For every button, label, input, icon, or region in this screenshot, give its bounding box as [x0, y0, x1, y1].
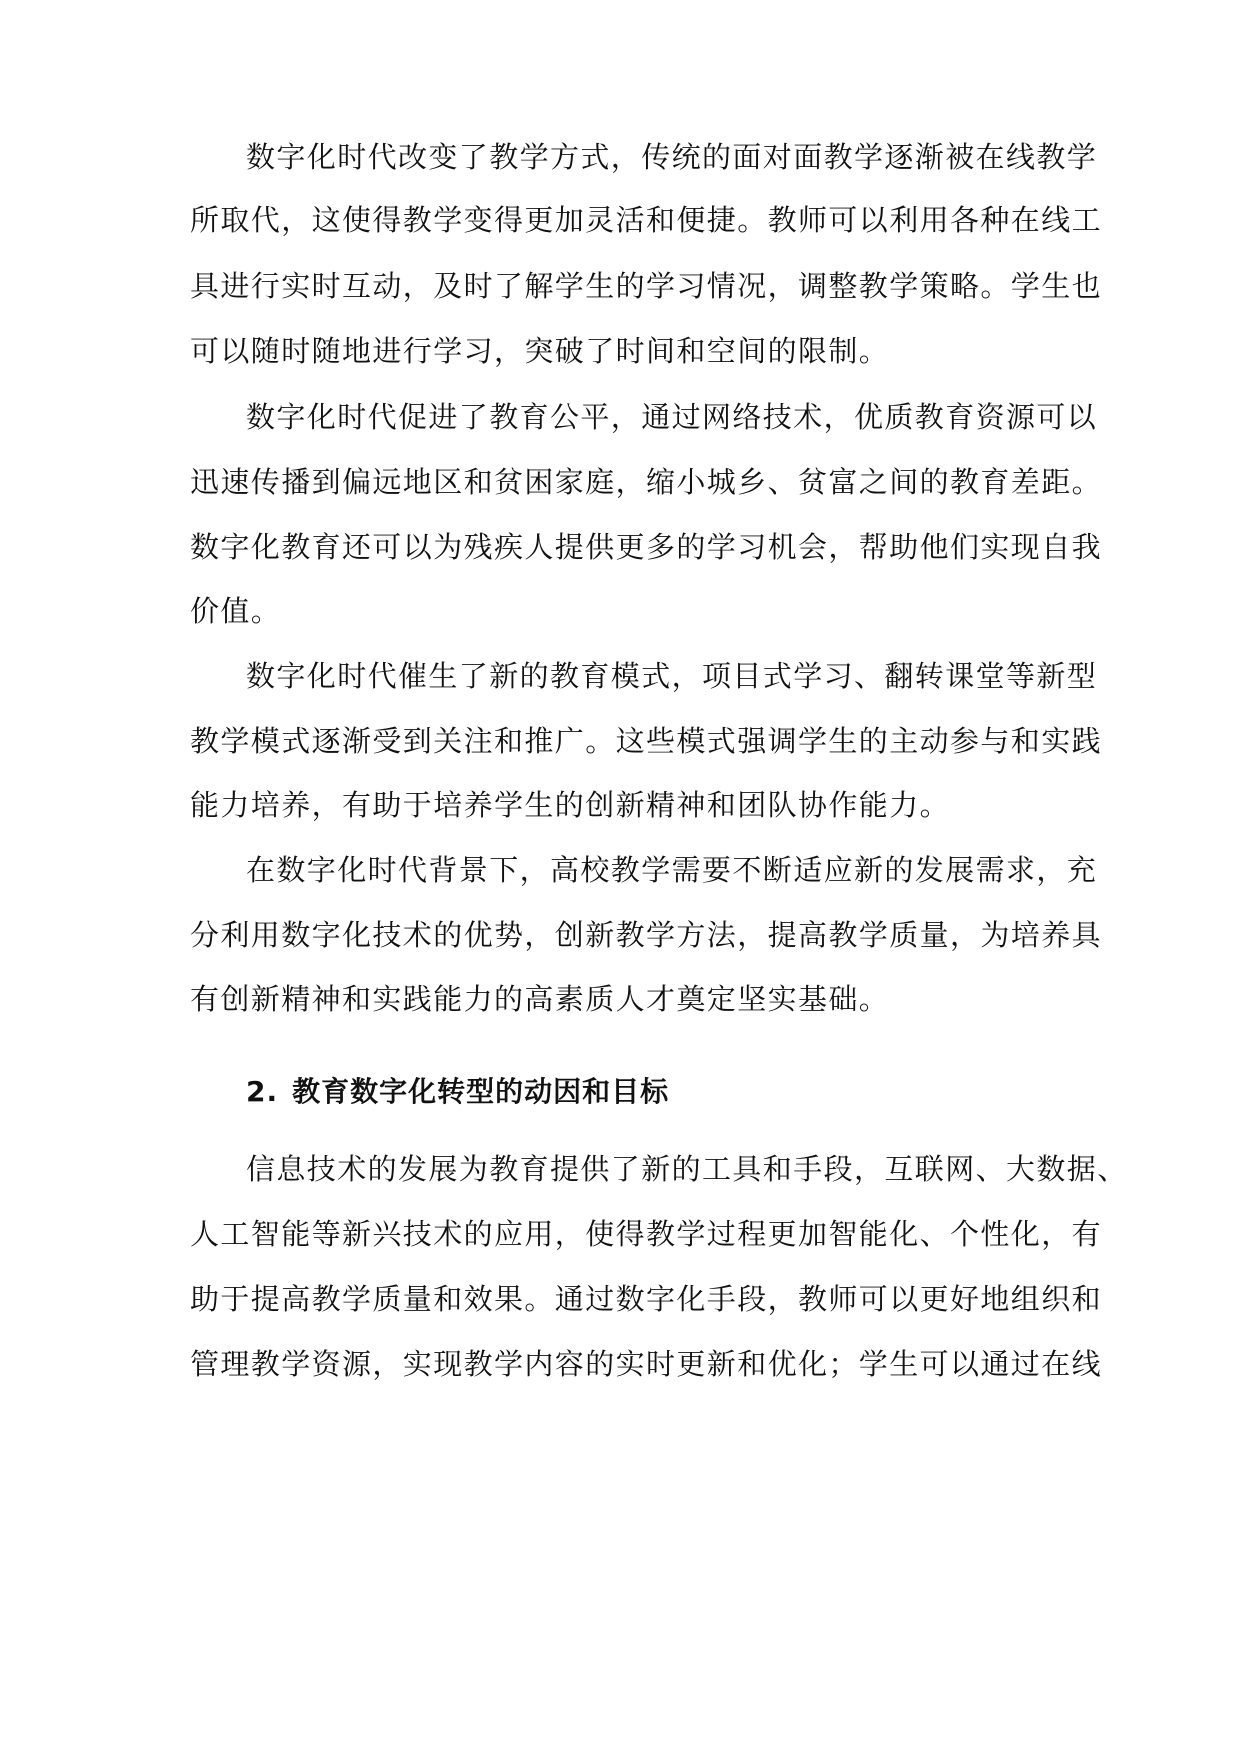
section-title: 教育数字化转型的动因和目标 [292, 1075, 670, 1108]
paragraph-2-line-3: 数字化教育还可以为残疾人提供更多的学习机会，帮助他们实现自我 [190, 530, 1103, 564]
paragraph-5-line-3: 助于提高教学质量和效果。通过数字化手段，教师可以更好地组织和 [190, 1282, 1103, 1316]
section-heading [246, 1072, 669, 1112]
paragraph-2-line-1: 数字化时代促进了教育公平，通过网络技术，优质教育资源可以 [246, 400, 1098, 434]
paragraph-2-line-2: 迅速传播到偏远地区和贫困家庭，缩小城乡、贫富之间的教育差距。 [190, 465, 1103, 499]
section-number: 2. [246, 1075, 279, 1108]
paragraph-1-line-4: 可以随时随地进行学习，突破了时间和空间的限制。 [190, 334, 890, 368]
paragraph-1-line-1: 数字化时代改变了教学方式，传统的面对面教学逐渐被在线教学 [246, 140, 1098, 174]
paragraph-1-line-2: 所取代，这使得教学变得更加灵活和便捷。教师可以利用各种在线工 [190, 203, 1103, 237]
paragraph-4-line-3: 有创新精神和实践能力的高素质人才奠定坚实基础。 [190, 982, 890, 1016]
paragraph-3-line-1: 数字化时代催生了新的教育模式，项目式学习、翻转课堂等新型 [246, 659, 1098, 693]
paragraph-4-line-2: 分利用数字化技术的优势，创新教学方法，提高教学质量，为培养具 [190, 918, 1103, 952]
paragraph-1-line-3: 具进行实时互动，及时了解学生的学习情况，调整教学策略。学生也 [190, 269, 1103, 303]
paragraph-2-line-4: 价值。 [190, 594, 282, 628]
paragraph-3-line-3: 能力培养，有助于培养学生的创新精神和团队协作能力。 [190, 788, 951, 822]
paragraph-5-line-4: 管理教学资源，实现教学内容的实时更新和优化；学生可以通过在线 [190, 1347, 1103, 1381]
paragraph-5-line-2: 人工智能等新兴技术的应用，使得教学过程更加智能化、个性化，有 [190, 1217, 1103, 1251]
paragraph-5-line-1: 信息技术的发展为教育提供了新的工具和手段，互联网、大数据、 [246, 1152, 1128, 1186]
paragraph-4-line-1: 在数字化时代背景下，高校教学需要不断适应新的发展需求，充 [246, 853, 1098, 887]
paragraph-3-line-2: 教学模式逐渐受到关注和推广。这些模式强调学生的主动参与和实践 [190, 724, 1103, 758]
